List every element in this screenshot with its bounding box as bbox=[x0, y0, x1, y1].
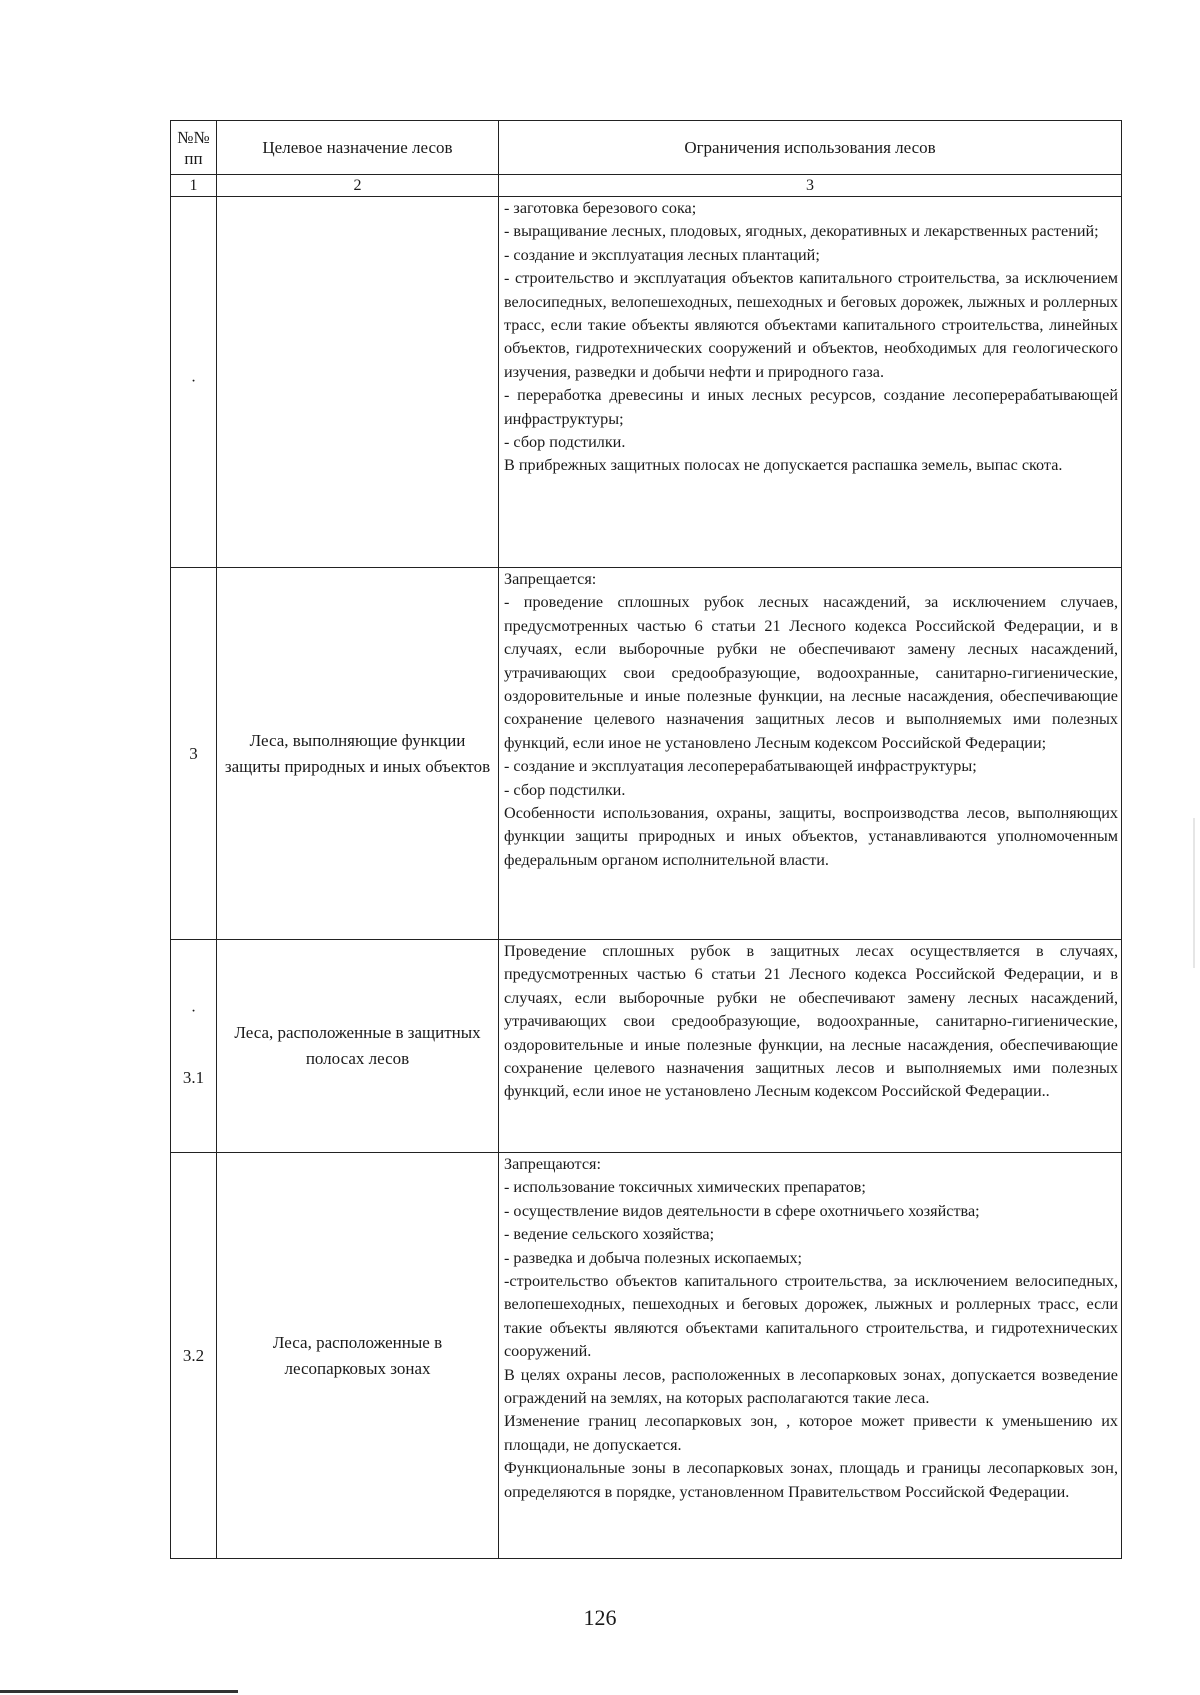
row-purpose-cell: Леса, расположенные в защитных полосах лесов bbox=[217, 940, 499, 1153]
table-row bbox=[171, 568, 1122, 940]
row-number-cell bbox=[171, 197, 217, 568]
header-number-cell bbox=[171, 121, 217, 175]
restriction-paragraph: Запрещаются: bbox=[504, 1155, 601, 1173]
restriction-paragraph: - переработка древесины и иных лесных ресурсов, создание лесоперерабатывающей инфраструктуры; bbox=[504, 386, 1118, 428]
forest-restrictions-table bbox=[170, 120, 1122, 1559]
restriction-paragraph: В прибрежных защитных полосах не допускается распашка земель, выпас скота. bbox=[504, 456, 1063, 475]
restriction-paragraph: - ведение сельского хозяйства; bbox=[504, 1225, 715, 1244]
table-row bbox=[171, 197, 1122, 568]
row-restrictions-cell bbox=[499, 1153, 1122, 1559]
header-purpose-cell: Целевое назначение лесов bbox=[217, 121, 499, 175]
row-restrictions-cell bbox=[499, 197, 1122, 568]
scan-dot: · bbox=[190, 1003, 197, 1020]
row-purpose-cell bbox=[217, 197, 499, 568]
restriction-paragraph: Проведение сплошных рубок в защитных лесах осуществляется в случаях, предусмотренных частью 6 статьи 21 Лесного кодекса Российской Федерации, и в случаях, если выборочные рубки не обеспечивают замену лесных насаждений, утрачивающих свои средообразующие, водоохранные, санитарно-гигиенические, оздоровительные и иные полезные функции, на лесные насаждения, обеспечивающие сохранение целевого назначения защитных лесов и выполняемых ими полезных функций, если иное не установлено Лесным кодексом Российской Федерации.. bbox=[504, 942, 1118, 1101]
restriction-paragraph: В целях охраны лесов, расположенных в лесопарковых зонах, допускается возведение ограждений на землях, на которых располагаются такие леса. bbox=[504, 1365, 1118, 1408]
restriction-paragraph: - проведение сплошных рубок лесных насаждений, за исключением случаев, предусмотренных частью 6 статьи 21 Лесного кодекса Российской Федерации, и в случаях, если выборочные рубки не обеспечивают замену лесных насаждений, утрачивающих свои средообразующие, водоохранные, санитарно-гигиенические, оздоровительные и иные полезные функции, на лесные насаждения, обеспечивающие сохранение целевого назначения защитных лесов и выполняемых ими полезных функций, если иное не установлено Лесным кодексом Российской Федерации; bbox=[504, 593, 1118, 752]
row-number-text: 3.1 bbox=[182, 1068, 205, 1087]
column-number-3: 3 bbox=[499, 175, 1122, 197]
restriction-paragraph: Изменение границ лесопарковых зон, , которое может привести к уменьшению их площади, не допускается. bbox=[504, 1412, 1118, 1454]
restriction-paragraph: Запрещается: bbox=[504, 570, 597, 588]
row-restrictions-cell bbox=[499, 940, 1122, 1153]
restriction-paragraph: Функциональные зоны в лесопарковых зонах, площадь и границы лесопарковых зон, определяются в порядке, установленном Правительством Российской Федерации. bbox=[504, 1459, 1118, 1501]
page-number: 126 bbox=[583, 1605, 617, 1630]
row-number-cell: 3.2 bbox=[171, 1153, 217, 1559]
restriction-paragraph: -строительство объектов капитального строительства, за исключением велосипедных, велопешеходных, пешеходных и беговых дорожек, лыжных и роллерных трасс, если такие объекты являются объектами капитального строительства, и гидротехнических сооружений. bbox=[504, 1272, 1118, 1361]
row-purpose-cell: Леса, расположенные в лесопарковых зонах bbox=[217, 1153, 499, 1559]
restriction-paragraph: - осуществление видов деятельности в сфере охотничьего хозяйства; bbox=[504, 1201, 980, 1220]
row-purpose-cell: Леса, выполняющие функции защиты природных и иных объектов bbox=[217, 568, 499, 940]
restriction-paragraph: - сбор подстилки. bbox=[504, 780, 626, 799]
table-header-row bbox=[171, 121, 1122, 175]
table-row bbox=[171, 1153, 1122, 1559]
restriction-paragraph: Особенности использования, охраны, защиты, воспроизводства лесов, выполняющих функции защиты природных и иных объектов, устанавливаются уполномоченным федеральным органом исполнительной власти. bbox=[504, 804, 1118, 869]
restriction-paragraph: - использование токсичных химических препаратов; bbox=[504, 1178, 866, 1197]
scan-dot: · bbox=[190, 373, 197, 390]
row-number-cell: 3 bbox=[171, 568, 217, 940]
header-number-line2: пп bbox=[184, 148, 203, 168]
column-number-row bbox=[171, 175, 1122, 197]
table-row bbox=[171, 940, 1122, 1153]
row-number-cell bbox=[171, 940, 217, 1153]
column-number-2: 2 bbox=[217, 175, 499, 197]
header-number-line1: №№ bbox=[177, 127, 210, 147]
restriction-paragraph: - заготовка березового сока; bbox=[504, 199, 697, 217]
column-number-1: 1 bbox=[171, 175, 217, 197]
scan-artifact bbox=[1193, 818, 1195, 968]
restriction-paragraph: - выращивание лесных, плодовых, ягодных, декоративных и лекарственных растений; bbox=[504, 222, 1099, 241]
header-restrictions-cell: Ограничения использования лесов bbox=[499, 121, 1122, 175]
restriction-paragraph: - создание и эксплуатация лесоперерабатывающей инфраструктуры; bbox=[504, 757, 977, 776]
restriction-paragraph: - создание и эксплуатация лесных плантаций; bbox=[504, 245, 820, 264]
restriction-paragraph: - строительство и эксплуатация объектов капитального строительства, за исключением велосипедных, велопешеходных, пешеходных и беговых дорожек, лыжных и роллерных трасс, если такие объекты являются объектами капитального строительства, линейных объектов, гидротехнических сооружений и объектов, необходимых для геологического изучения, разведки и добычи нефти и природного газа. bbox=[504, 269, 1118, 381]
restriction-paragraph: - разведка и добыча полезных ископаемых; bbox=[504, 1248, 803, 1267]
row-restrictions-cell bbox=[499, 568, 1122, 940]
scan-edge-line bbox=[0, 1690, 238, 1693]
restriction-paragraph: - сбор подстилки. bbox=[504, 433, 626, 452]
